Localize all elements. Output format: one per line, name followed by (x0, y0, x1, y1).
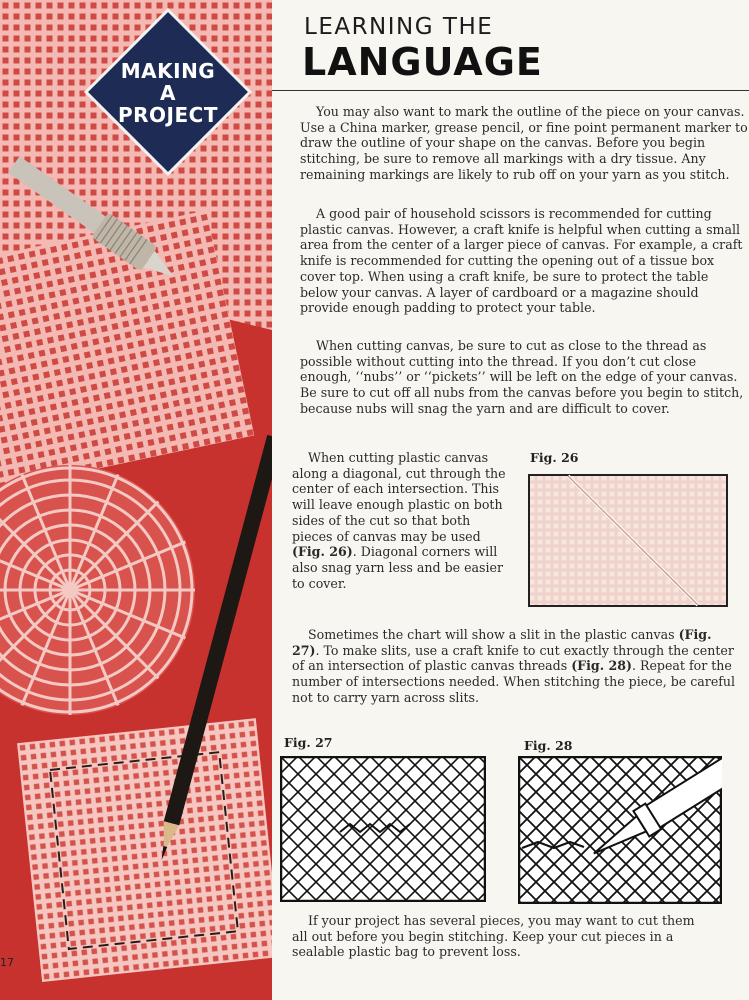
fig27-label: Fig. 27 (284, 735, 333, 750)
section-title: LANGUAGE (302, 40, 543, 84)
para5-text: Sometimes the chart will show a slit in the plastic canvas (308, 627, 679, 642)
fig26-label: Fig. 26 (530, 450, 579, 465)
fig26-reference: (Fig. 26) (292, 544, 353, 560)
page-number: 17 (0, 956, 14, 969)
fig26-diagonal-cut-illustration (528, 474, 728, 607)
badge-line-3: PROJECT (118, 103, 218, 127)
para4-text: When cutting plastic canvas along a diagonal, cut through the center of each intersection. This will leave enough plastic on both sides of the cut so that both pieces of canvas may be used (292, 450, 506, 544)
article-page (272, 0, 749, 1000)
para4-text-end: . Diagonal corners will also snag yarn less and be easier to cover. (292, 544, 504, 591)
badge-label (98, 60, 238, 126)
para5-text-mid: . To make slits, use a craft knife to cut exactly through the center of an intersection of plastic canvas threads (292, 642, 734, 674)
section-kicker: LEARNING THE (304, 14, 494, 40)
paragraph-diagonal (292, 450, 512, 591)
fig27-reference: (Fig. 27) (292, 627, 712, 658)
paragraph-scissors: A good pair of household scissors is recommended for cutting plastic canvas. However, a craft knife is helpful when cutting a small area from the center of a larger piece of canvas. For example, a craft knife is recommended for cutting the opening out of a tissue box cover top. When using a craft knife, be sure to protect the table below your canvas. A layer of cardboard or a magazine should provide enough padding to protect your table. (300, 206, 743, 316)
para5-text-end: . Repeat for the number of intersections needed. When stitching the piece, be careful not to carry yarn across slits. (292, 658, 736, 705)
fig28-craft-knife-illustration (518, 756, 722, 904)
fig28-label: Fig. 28 (524, 738, 573, 753)
badge-line-2: A (160, 81, 176, 105)
paragraph-several-pieces: If your project has several pieces, you may want to cut them all out before you begin stitching. Keep your cut pieces in a sealable plastic bag to prevent loss. (292, 913, 695, 960)
fig27-slit-illustration (280, 756, 486, 902)
paragraph-slits (292, 627, 740, 706)
paragraph-marking: You may also want to mark the outline of the piece on your canvas. Use a China marker, grease pencil, or fine point permanent marker to draw the outline of your shape on the canvas. Before you begin stitching, be sure to remove all markings with a dry tissue. Any remaining markings are likely to rub off on your yarn as you stitch. (300, 104, 748, 182)
header-rule (272, 90, 749, 91)
paragraph-nubs: When cutting canvas, be sure to cut as close to the thread as possible without cutting into the thread. If you don’t cut close enough, ‘‘nubs’’ or ‘‘pickets’’ will be left on the edge of your canvas. Be sure to cut off all nubs from the canvas before you begin to stitch, because nubs will snag the yarn and are difficult to cover. (300, 338, 744, 416)
fig28-reference: (Fig. 28) (571, 658, 632, 674)
badge-line-1: MAKING (120, 59, 216, 83)
